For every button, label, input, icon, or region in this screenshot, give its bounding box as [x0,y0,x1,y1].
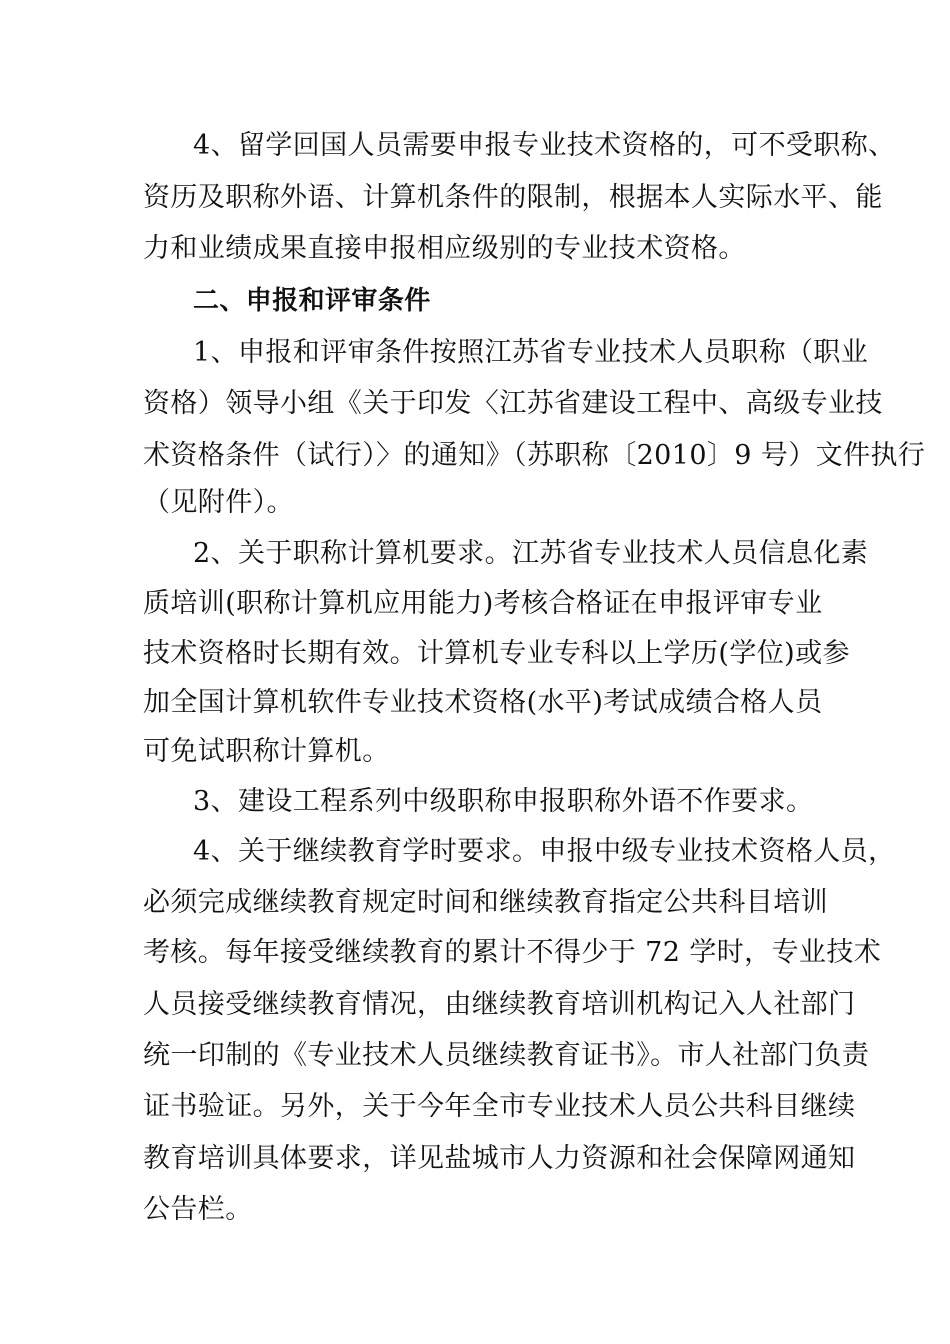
text-line: 4、留学回国人员需要申报专业技术资格的，可不受职称、 [193,130,896,161]
text-line: 力和业绩成果直接申报相应级别的专业技术资格。 [143,233,746,264]
text-line: 资历及职称外语、计算机条件的限制，根据本人实际水平、能 [143,182,883,213]
text-line: 考核。每年接受继续教育的累计不得少于 72 学时，专业技术 [143,937,882,968]
text-line: 1、申报和评审条件按照江苏省专业技术人员职称（职业 [193,337,869,368]
text-line: 2、关于职称计算机要求。江苏省专业技术人员信息化素 [193,538,869,569]
section-heading: 二、申报和评审条件 [193,286,431,316]
text-line: 统一印制的《专业技术人员继续教育证书》。市人社部门负责 [143,1040,870,1071]
text-line: 资格）领导小组《关于印发〈江苏省建设工程中、高级专业技 [143,388,883,419]
text-line: 术资格条件（试行）〉的通知》（苏职称〔2010〕9 号）文件执行 [143,440,926,471]
text-line: 技术资格时长期有效。计算机专业专科以上学历(学位)或参 [143,638,850,669]
text-line: 公告栏。 [143,1194,253,1225]
text-line: 3、建设工程系列中级职称申报职称外语不作要求。 [193,786,814,817]
text-line: 质培训(职称计算机应用能力)考核合格证在申报评审专业 [143,588,823,619]
text-line: 证书验证。另外，关于今年全市专业技术人员公共科目继续 [143,1091,856,1122]
text-line: 加全国计算机软件专业技术资格(水平)考试成绩合格人员 [143,687,823,718]
text-line: 4、关于继续教育学时要求。申报中级专业技术资格人员， [193,836,896,867]
text-line: 人员接受继续教育情况，由继续教育培训机构记入人社部门 [143,989,856,1020]
text-line: （见附件）。 [143,487,294,518]
text-line: 教育培训具体要求，详见盐城市人力资源和社会保障网通知 [143,1143,856,1174]
text-line: 必须完成继续教育规定时间和继续教育指定公共科目培训 [143,887,828,918]
text-line: 可免试职称计算机。 [143,736,390,767]
